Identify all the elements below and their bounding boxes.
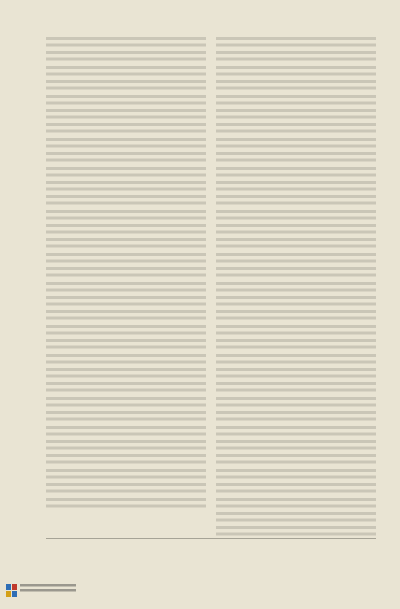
directory-entry	[46, 209, 206, 222]
directory-entry	[46, 36, 206, 49]
directory-entry	[216, 151, 376, 164]
directory-entry	[46, 396, 206, 409]
directory-entry	[216, 266, 376, 279]
directory-entry	[46, 65, 206, 78]
directory-entry	[216, 166, 376, 179]
directory-entry	[216, 453, 376, 466]
directory-entry	[46, 324, 206, 337]
directory-entry	[46, 439, 206, 452]
directory-entry	[216, 79, 376, 92]
directory-entry	[46, 151, 206, 164]
directory-entry	[46, 79, 206, 92]
directory-entry	[216, 94, 376, 107]
directory-entry	[216, 281, 376, 294]
directory-entry	[216, 396, 376, 409]
library-logo-icon	[6, 584, 17, 597]
directory-entry	[46, 453, 206, 466]
directory-entry	[46, 410, 206, 423]
directory-entry	[46, 353, 206, 366]
directory-entry	[216, 36, 376, 49]
directory-entry	[216, 194, 376, 207]
directory-entry	[216, 108, 376, 121]
directory-entry	[216, 468, 376, 481]
directory-entry	[216, 137, 376, 150]
directory-entry	[216, 497, 376, 510]
directory-entry	[216, 367, 376, 380]
library-logo	[6, 584, 76, 597]
directory-entry	[216, 353, 376, 366]
directory-entry	[46, 266, 206, 279]
library-logo-text	[20, 584, 76, 594]
directory-entry	[216, 252, 376, 265]
directory-entry	[46, 295, 206, 308]
directory-entry	[216, 482, 376, 495]
left-column	[46, 36, 206, 540]
directory-entry	[46, 194, 206, 207]
directory-entry	[216, 295, 376, 308]
directory-entry	[216, 122, 376, 135]
right-column	[216, 36, 376, 540]
directory-entry	[216, 381, 376, 394]
directory-entry	[46, 425, 206, 438]
directory-entry	[46, 338, 206, 351]
directory-entry	[46, 50, 206, 63]
directory-entry	[46, 166, 206, 179]
directory-entry	[216, 410, 376, 423]
directory-entry	[216, 511, 376, 524]
directory-entry	[216, 50, 376, 63]
directory-entry	[46, 237, 206, 250]
directory-entry	[46, 482, 206, 495]
directory-entry	[46, 468, 206, 481]
directory-entry	[216, 180, 376, 193]
directory-entry	[46, 367, 206, 380]
directory-entry	[46, 309, 206, 322]
directory-entry	[216, 439, 376, 452]
directory-entry	[46, 180, 206, 193]
directory-entry	[216, 223, 376, 236]
directory-entry	[46, 223, 206, 236]
directory-entry	[46, 281, 206, 294]
directory-entry	[216, 65, 376, 78]
directory-entry	[46, 252, 206, 265]
directory-entry	[46, 137, 206, 150]
directory-entry	[46, 497, 206, 510]
directory-entry	[216, 338, 376, 351]
directory-entry	[46, 122, 206, 135]
footer-note	[46, 538, 376, 545]
directory-entry	[216, 425, 376, 438]
directory-entry	[46, 94, 206, 107]
directory-entry	[216, 237, 376, 250]
directory-entry	[216, 324, 376, 337]
directory-entry	[216, 309, 376, 322]
text-columns	[46, 36, 376, 540]
directory-entry	[216, 525, 376, 538]
directory-entry	[46, 381, 206, 394]
directory-entry	[216, 209, 376, 222]
directory-entry	[46, 108, 206, 121]
